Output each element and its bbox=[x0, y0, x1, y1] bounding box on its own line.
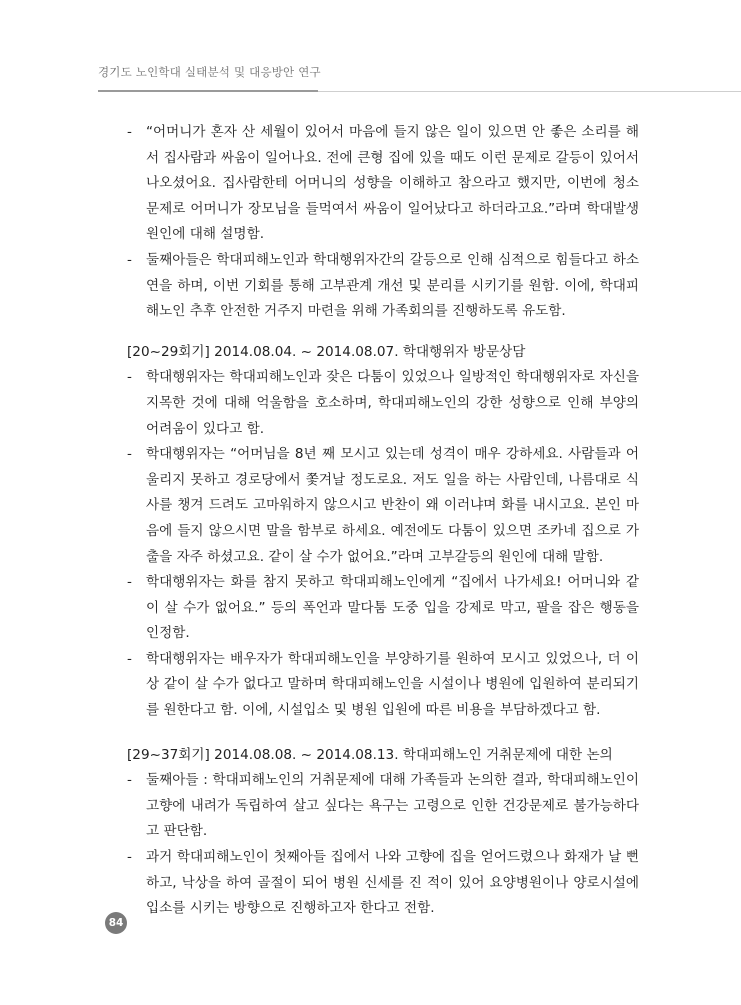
header-title: 경기도 노인학대 실태분석 및 대응방안 연구 bbox=[98, 65, 321, 79]
dash-marker: - bbox=[127, 772, 132, 789]
list-item-text: 학대행위자는 배우자가 학대피해노인을 부양하기를 원하여 모시고 있었으나, 더 이상 같이 살 수가 없다고 말하며 학대피해노인을 시설이나 병원에 입원하여 분리되기를 원한다고 함. 이에, 시설입소 및 병원 입원에 따른 비용을 부담하겠다고 함. bbox=[146, 650, 639, 719]
list-item-text: 학대행위자는 화를 참지 못하고 학대피해노인에게 “집에서 나가세요! 어머니와 같이 살 수가 없어요.” 등의 폭언과 말다툼 도중 입을 강제로 막고, 팔을 잡은 행동을 인정함. bbox=[146, 574, 639, 642]
header-rule-accent bbox=[98, 90, 318, 92]
dash-marker: - bbox=[127, 124, 132, 140]
spacer bbox=[127, 724, 639, 743]
list-item-text: 둘째아들은 학대피해노인과 학대행위자간의 갈등으로 인해 심적으로 힘들다고 하소연을 하며, 이번 기회를 통해 고부관계 개선 및 분리를 시키기를 원함. 이에, 학대피해노인 추후 안전한 거주지 마련을 위해 가족회의를 진행하도록 유도함. bbox=[146, 251, 639, 320]
list-item-text: “어머니가 혼자 산 세월이 있어서 마음에 들지 않은 일이 있으면 안 좋은 소리를 해서 집사람과 싸움이 일어나요. 전에 큰형 집에 있을 때도 이런 문제로 갈등이 있어서 나오셨어요. 집사람한테 어머니의 성향을 이해하고 참으라고 했지만, 이번에 청소 문제로 어머니가 장모님을 들먹여서 싸움이 일어났다고 하더라고요.”라며 학대발생 원인에 대해 설명함. bbox=[146, 124, 639, 243]
list-item-text: 둘째아들 : 학대피해노인의 거취문제에 대해 가족들과 논의한 결과, 학대피해노인이 고향에 내려가 독립하여 살고 싶다는 욕구는 고령으로 인한 건강문제로 불가능하다고 판단함. bbox=[146, 772, 639, 840]
list-item-text: 학대행위자는 “어머님을 8년 째 모시고 있는데 성격이 매우 강하세요. 사람들과 어울리지 못하고 경로당에서 쫓겨날 정도로요. 저도 일을 하는 사람인데, 나름대로 식사를 챙겨 드려도 고마워하지 않으시고 반찬이 왜 이러냐며 화를 내시고요. 본인 마음에 들지 않으시면 말을 함부로 하세요. 예전에도 다툼이 있으면 조카네 집으로 가출을 자주 하셨고요. 같이 살 수가 없어요.”라며 고부갈등의 원인에 대해 말함. bbox=[146, 446, 639, 565]
list-item bbox=[127, 845, 639, 922]
section-heading: [29~37회기] 2014.08.08. ~ 2014.08.13. 학대피해노인 거취문제에 대한 논의 bbox=[127, 746, 613, 763]
list-item bbox=[127, 248, 639, 325]
dash-marker: - bbox=[127, 369, 132, 386]
dash-marker: - bbox=[127, 849, 132, 866]
list-item bbox=[127, 647, 639, 724]
list-item bbox=[127, 570, 639, 647]
body-content bbox=[127, 120, 639, 922]
dash-marker: - bbox=[127, 650, 132, 667]
page-number-badge: 84 bbox=[105, 912, 127, 934]
section-heading: [20~29회기] 2014.08.04. ~ 2014.08.07. 학대행위자 방문상담 bbox=[127, 343, 526, 360]
list-item bbox=[127, 120, 639, 248]
list-item bbox=[127, 768, 639, 845]
dash-marker: - bbox=[127, 251, 132, 268]
list-item-text: 학대행위자는 학대피해노인과 잦은 다툼이 있었으나 일방적인 학대행위자로 자신을 지목한 것에 대해 억울함을 호소하며, 학대피해노인의 강한 성향으로 인해 부양의 어려움이 있다고 함. bbox=[146, 369, 639, 437]
dash-marker: - bbox=[127, 574, 132, 591]
dash-marker: - bbox=[127, 446, 132, 463]
list-item bbox=[127, 365, 639, 442]
list-item bbox=[127, 442, 639, 570]
list-item-text: 과거 학대피해노인이 첫째아들 집에서 나와 고향에 집을 얻어드렸으나 화재가 날 뻔 하고, 낙상을 하여 골절이 되어 병원 신세를 진 적이 있어 요양병원이나 양로시설에 입소를 시키는 방향으로 진행하고자 한다고 전함. bbox=[146, 849, 639, 917]
